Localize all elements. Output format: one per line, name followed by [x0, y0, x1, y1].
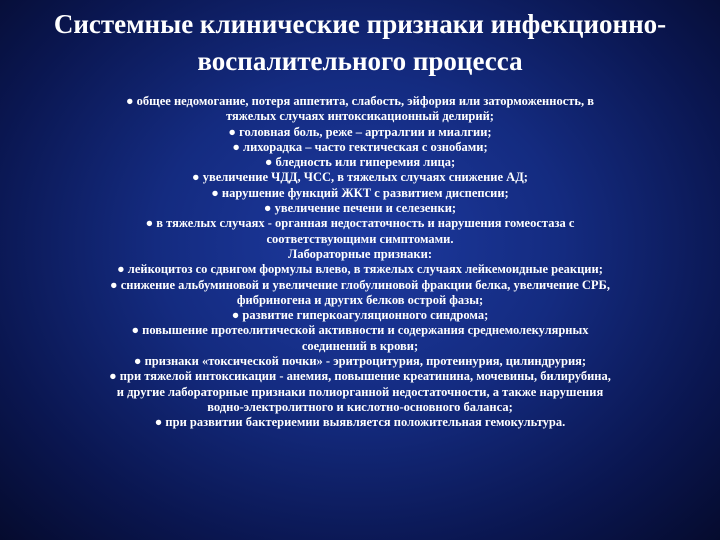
title-line: Системные клинические признаки инфекционно- — [53, 9, 667, 39]
list-item — [8, 354, 712, 369]
list-item-line: ● лихорадка – часто гектическая с ознобами; — [232, 139, 488, 154]
list-item-line: ● увеличение печени и селезенки; — [263, 201, 457, 216]
list-item-line: ● нарушение функций ЖКТ с развитием диспепсии; — [211, 185, 509, 200]
title-line: воспалительного процесса — [197, 46, 523, 76]
list-item-line: ● общее недомогание, потеря аппетита, слабость, эйфория или заторможенность, в — [126, 94, 594, 108]
list-item-line: Лабораторные признаки: — [288, 246, 432, 261]
list-item — [8, 247, 712, 262]
list-item — [8, 216, 712, 247]
list-item — [8, 140, 712, 155]
list-item — [8, 278, 712, 309]
list-item-line: ● бледность или гиперемия лица; — [264, 155, 456, 170]
list-item — [8, 201, 712, 216]
slide-title — [20, 6, 700, 80]
list-item-line: ● при развитии бактериемии выявляется положительная гемокультура. — [154, 415, 566, 430]
list-item-line: ● снижение альбуминовой и увеличение глобулиновой фракции белка, увеличение СРБ, — [110, 277, 610, 292]
list-item — [8, 155, 712, 170]
list-item-line: ● развитие гиперкоагуляционного синдрома; — [231, 308, 489, 323]
list-item-line: соединений в крови; — [301, 338, 419, 353]
list-item-line: фибриногена и других белков острой фазы; — [236, 292, 484, 307]
list-item-line: ● признаки «токсической почки» - эритроцитурия, протеинурия, цилиндрурия; — [133, 354, 587, 369]
slide-body — [8, 94, 712, 431]
list-item — [8, 262, 712, 277]
list-item-line: ● увеличение ЧДД, ЧСС, в тяжелых случаях снижение АД; — [192, 170, 528, 185]
list-item — [8, 415, 712, 430]
list-item-line: соответствующими симптомами. — [266, 231, 454, 246]
list-item — [8, 369, 712, 415]
list-item-line: тяжелых случаях интоксикационный делирий; — [226, 109, 494, 124]
list-item — [8, 170, 712, 185]
list-item-line: и другие лабораторные признаки полиорганной недостаточности, а также нарушения — [116, 384, 604, 399]
list-item-line: водно-электролитного и кислотно-основного баланса; — [207, 399, 513, 414]
list-item-line: ● головная боль, реже – артралгии и миалгии; — [228, 124, 492, 139]
list-item — [8, 94, 712, 125]
list-item-line: ● лейкоцитоз со сдвигом формулы влево, в тяжелых случаях лейкемоидные реакции; — [117, 262, 603, 277]
list-item — [8, 323, 712, 354]
list-item-line: ● в тяжелых случаях - органная недостаточность и нарушения гомеостаза с — [145, 216, 575, 231]
list-item — [8, 125, 712, 140]
list-item-line: ● повышение протеолитической активности и содержания среднемолекулярных — [131, 323, 589, 338]
list-item-line: ● при тяжелой интоксикации - анемия, повышение креатинина, мочевины, билирубина, — [109, 369, 611, 384]
list-item — [8, 186, 712, 201]
list-item — [8, 308, 712, 323]
